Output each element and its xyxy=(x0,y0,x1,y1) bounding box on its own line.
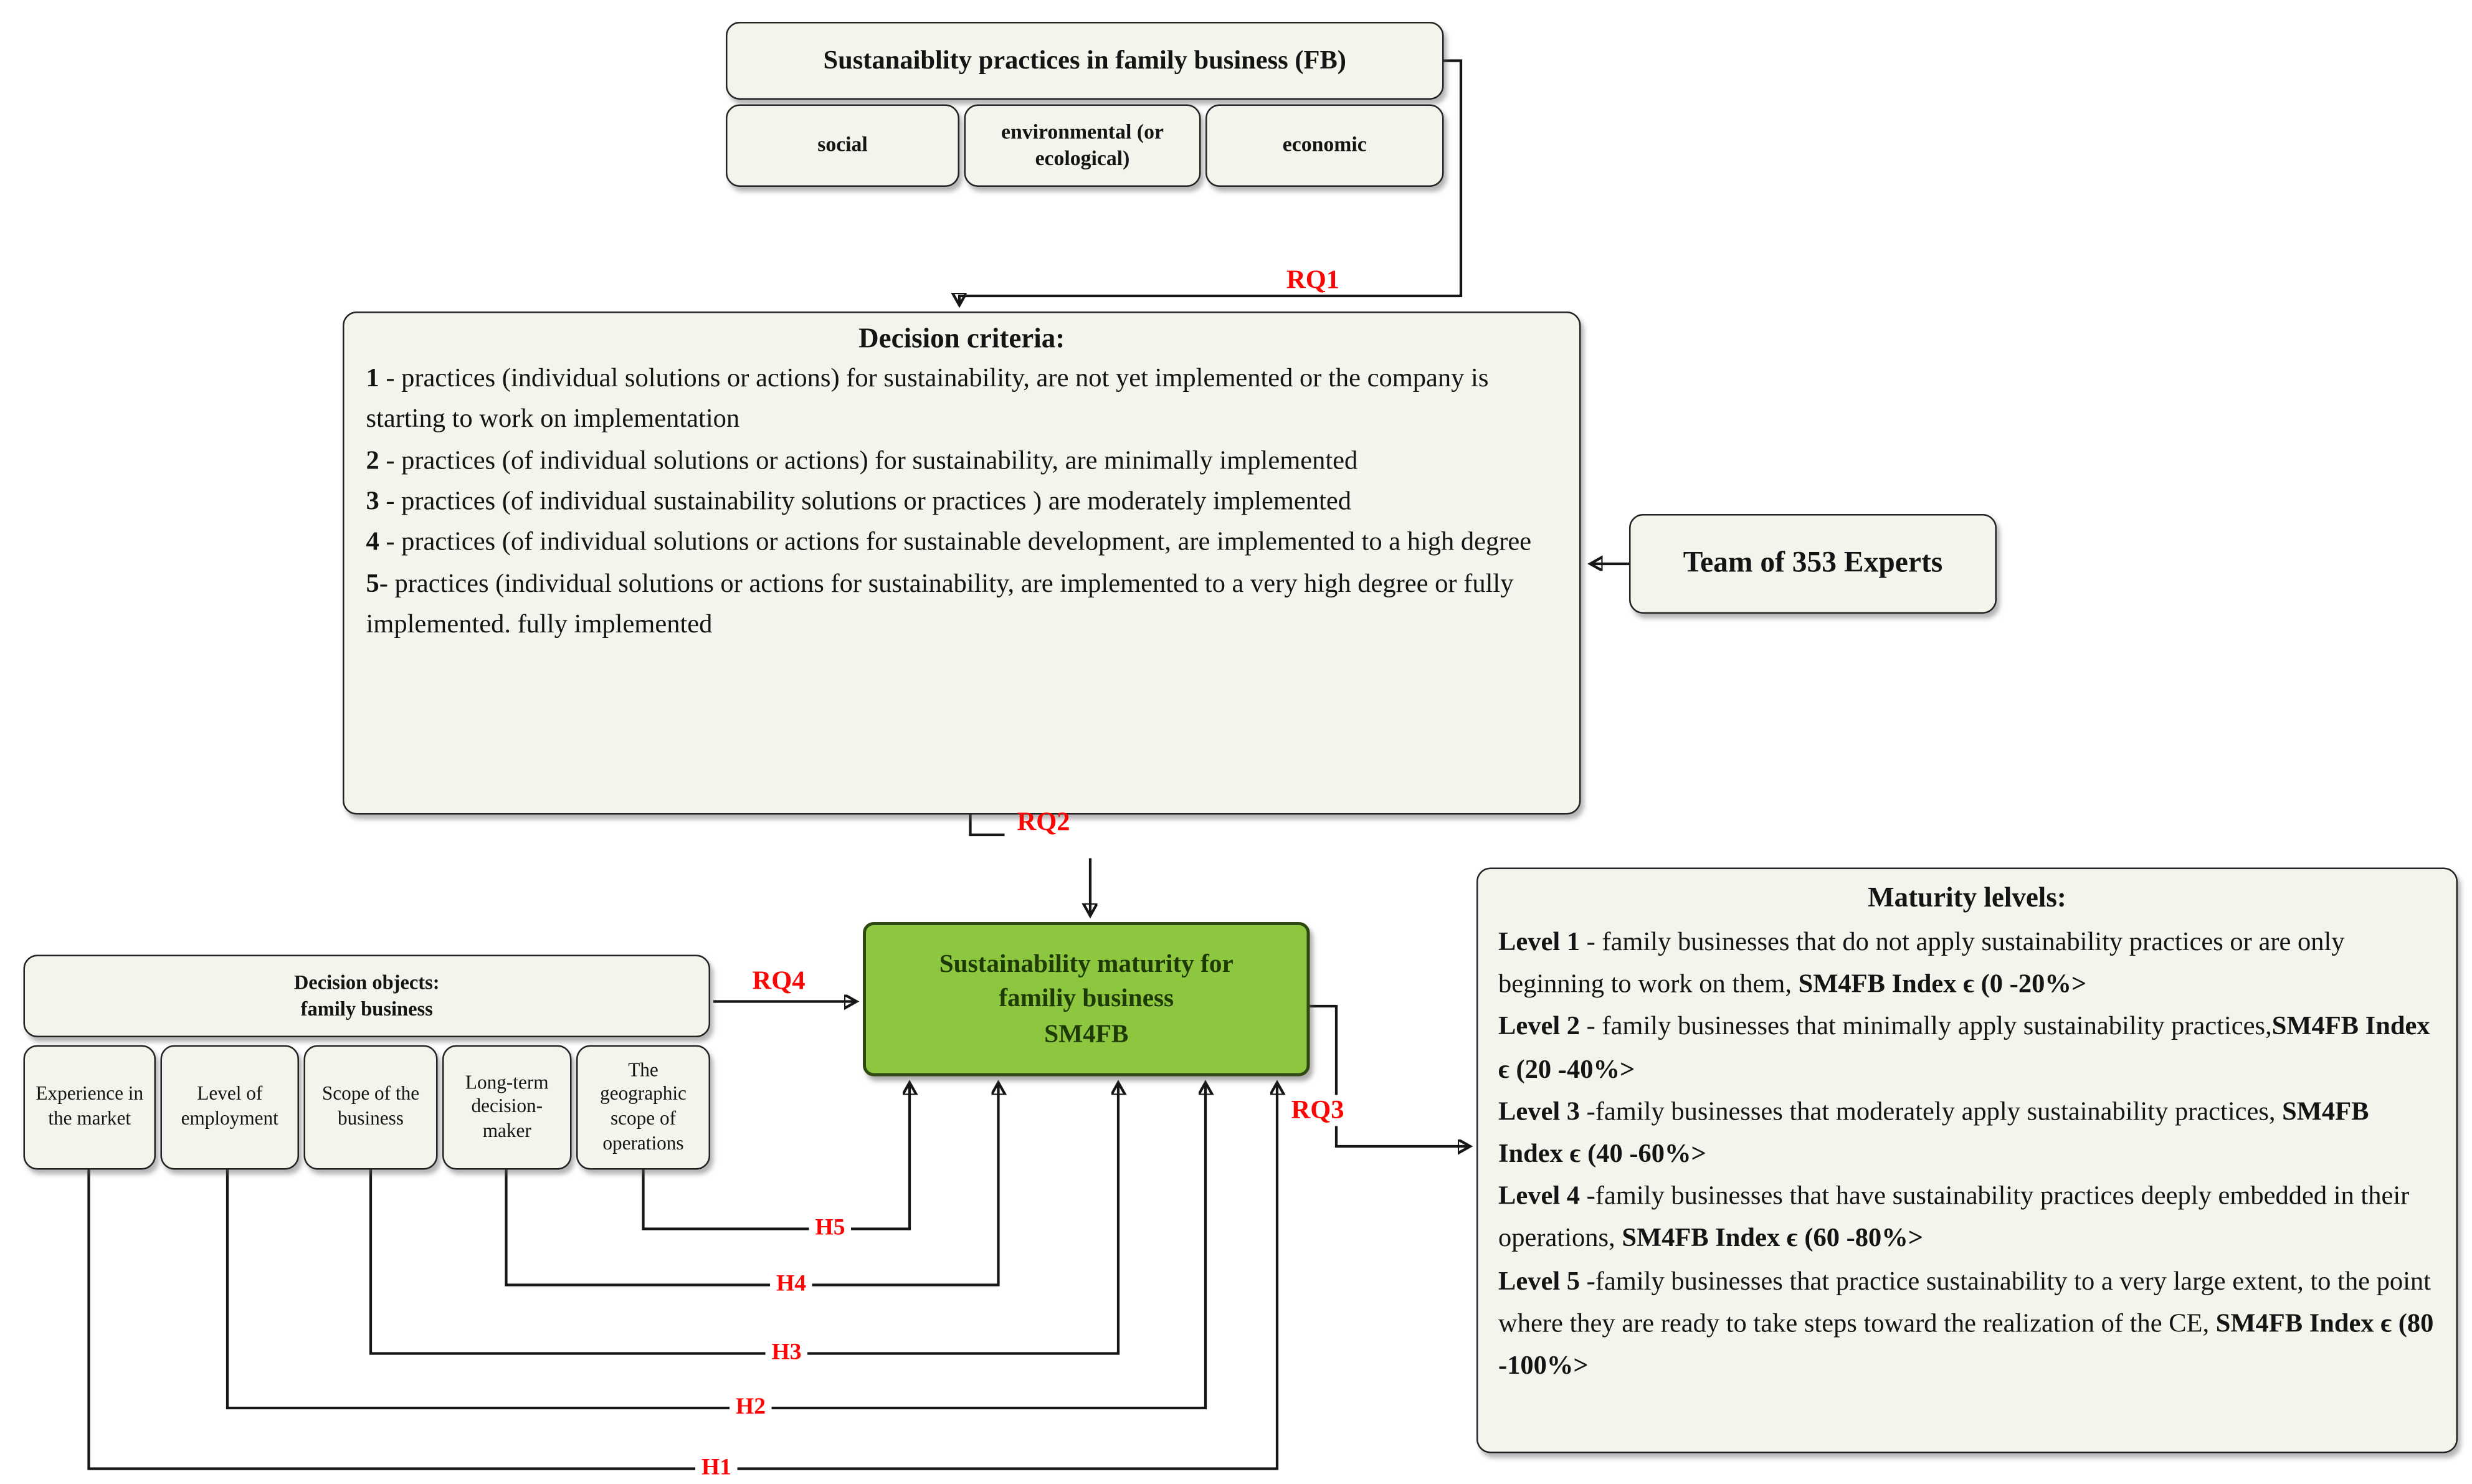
experts-label: Team of 353 Experts xyxy=(1683,546,1943,579)
sm4fb-line-2: familiy business xyxy=(999,983,1174,1013)
object-box-decision-maker xyxy=(442,1045,572,1170)
practice-box-social xyxy=(726,105,959,188)
decision-objects-box xyxy=(24,955,711,1038)
maturity-level-4: Level 4 -family businesses that have sustainability practices deeply embedded in their operations, SM4FB Index ϵ (60 -80%> xyxy=(1498,1181,2410,1253)
decision-criteria-box xyxy=(343,312,1581,815)
object-box-experience xyxy=(24,1045,156,1170)
maturity-levels-box xyxy=(1476,868,2458,1453)
maturity-levels-title: Maturity lelvels: xyxy=(1868,882,2066,913)
object-label-employment: Level of employment xyxy=(181,1083,278,1130)
rq2-stub xyxy=(971,815,1005,835)
object-box-geographic xyxy=(576,1045,710,1170)
decision-objects-title-line2: family business xyxy=(300,996,433,1020)
criterion-5: 5- practices (individual solutions or actions for sustainability, are implemented to a very high degree or fully implemented. fully implemented xyxy=(366,568,1514,639)
practice-box-environmental xyxy=(964,105,1201,188)
practice-label-environmental: environmental (or ecological) xyxy=(1001,119,1164,169)
h3-label: H3 xyxy=(766,1340,808,1367)
criterion-4: 4 - practices (of individual solutions or actions for sustainable development, are implemented to a high degree xyxy=(366,526,1532,557)
decision-criteria-title: Decision criteria: xyxy=(858,322,1065,354)
maturity-level-5: Level 5 -family businesses that practice sustainability to a very large extent, to the point where they are ready to take steps toward the realization of the CE, SM4FB Index ϵ (80 -100%> xyxy=(1498,1265,2434,1380)
sm4fb-box xyxy=(863,922,1310,1077)
h2-label: H2 xyxy=(730,1395,772,1422)
object-box-employment xyxy=(161,1045,300,1170)
sustainability-practices-box xyxy=(726,22,1444,100)
object-label-decision-maker: Long-term decision-maker xyxy=(465,1070,549,1142)
object-box-scope xyxy=(304,1045,438,1170)
rq2-label: RQ2 xyxy=(1017,807,1070,837)
h5-label: H5 xyxy=(809,1215,852,1242)
sm4fb-line-1: Sustainability maturity for xyxy=(939,948,1234,979)
rq4-label: RQ4 xyxy=(752,966,806,996)
sustainability-practices-title: Sustanaiblity practices in family business (FB) xyxy=(823,45,1346,75)
h1-label: H1 xyxy=(695,1455,738,1482)
practice-label-economic: economic xyxy=(1282,132,1367,156)
rq1-label: RQ1 xyxy=(1286,265,1339,295)
rq3-label: RQ3 xyxy=(1285,1095,1351,1126)
maturity-level-3: Level 3 -family businesses that moderately apply sustainability practices, SM4FB Index ϵ (40 -60%> xyxy=(1498,1096,2369,1168)
criterion-2: 2 - practices (of individual solutions or actions) for sustainability, are minimally implemented xyxy=(366,445,1358,475)
h4-label: H4 xyxy=(770,1272,812,1298)
experts-box xyxy=(1629,514,1997,614)
practice-box-economic xyxy=(1205,105,1444,188)
object-label-scope: Scope of the business xyxy=(321,1083,420,1130)
practice-label-social: social xyxy=(817,132,868,156)
object-label-experience: Experience in the market xyxy=(36,1083,144,1130)
object-label-geographic: The geographic scope of operations xyxy=(600,1058,687,1154)
criterion-1: 1 - practices (individual solutions or actions) for sustainability, are not yet implemented or the company is starting to work on implementation xyxy=(366,363,1489,434)
criterion-3: 3 - practices (of individual sustainability solutions or practices ) are moderately implemented xyxy=(366,486,1351,516)
maturity-level-2: Level 2 - family businesses that minimally apply sustainability practices,SM4FB Index ϵ (20 -40%> xyxy=(1498,1011,2430,1083)
sm4fb-line-3: SM4FB xyxy=(1044,1018,1129,1048)
decision-objects-title-line1: Decision objects: xyxy=(293,969,440,994)
maturity-level-1: Level 1 - family businesses that do not apply sustainability practices or are only beginning to work on them, SM4FB Index ϵ (0 -20%> xyxy=(1498,926,2345,999)
